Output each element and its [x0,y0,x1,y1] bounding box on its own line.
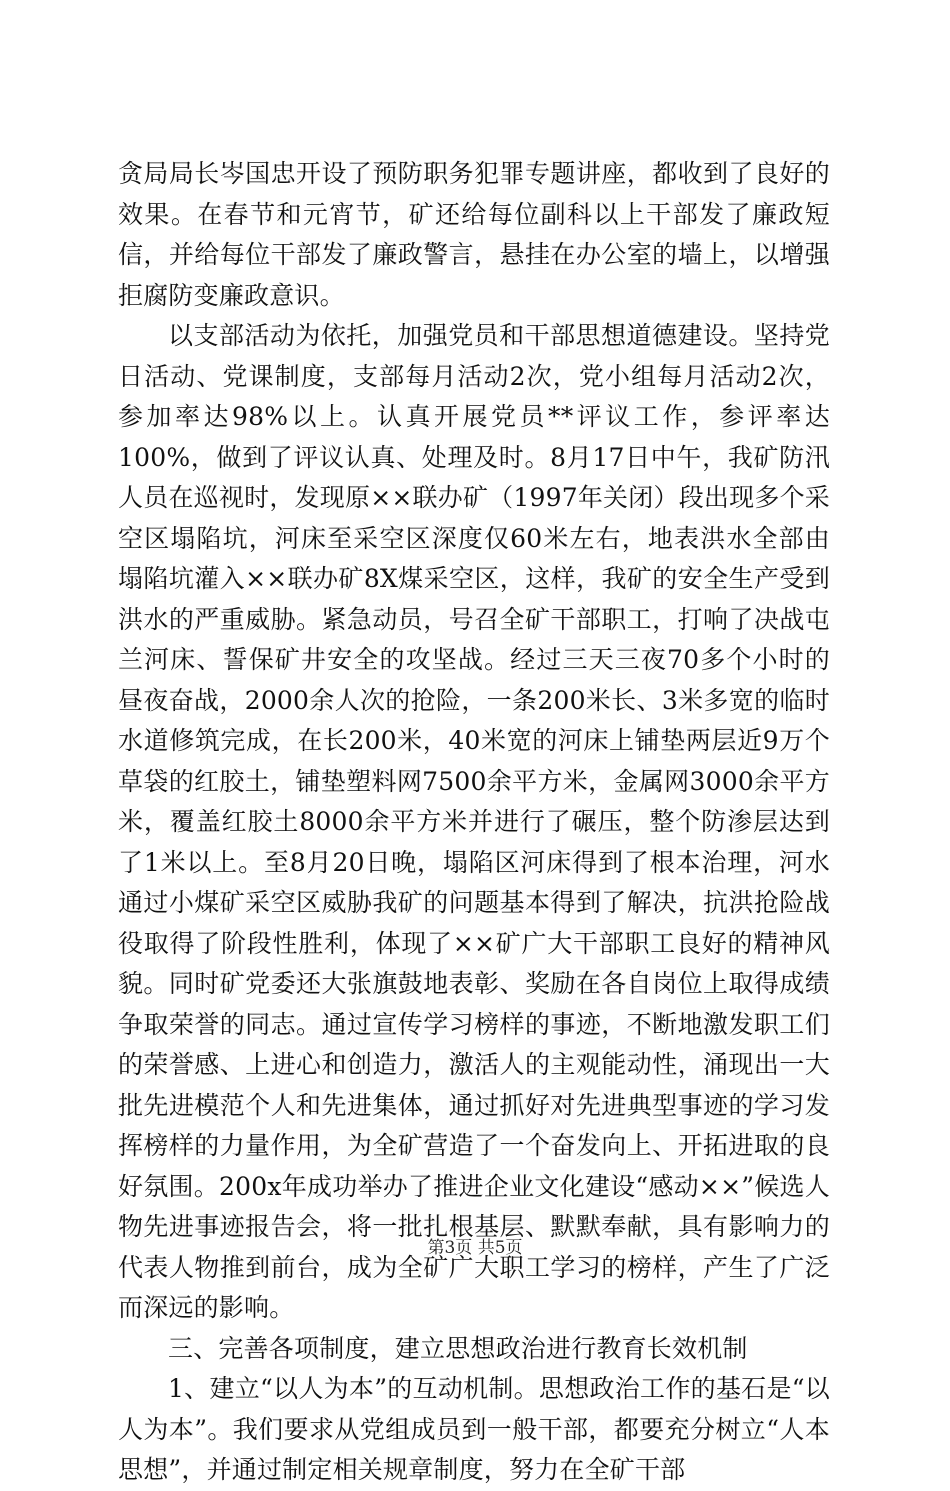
page-footer: 第3页 共5页 [427,1238,523,1258]
paragraph-continuation: 贪局局长岑国忠开设了预防职务犯罪专题讲座，都收到了良好的效果。在春节和元宵节，矿还给每位副科以上干部发了廉政短信，并给每位干部发了廉政警言，悬挂在办公室的墙上，以增强拒腐防变廉政意识。 [118,159,830,310]
paragraph-people-oriented: 1、建立“以人为本”的互动机制。思想政治工作的基石是“以人为本”。我们要求从党组成员到一般干部，都要充分树立“人本思想”，并通过制定相关规章制度，努力在全矿干部 [118,1374,830,1484]
document-body [118,154,830,1491]
section-heading: 三、完善各项制度，建立思想政治进行教育长效机制 [168,1333,748,1363]
paragraph-party-activities: 以支部活动为依托，加强党员和干部思想道德建设。坚持党日活动、党课制度，支部每月活动2次，党小组每月活动2次，参加率达98%以上。认真开展党员**评议工作，参评率达100%，做到了评议认真、处理及时。8月17日中午，我矿防汛人员在巡视时，发现原××联办矿（1997年关闭）段出现多个采空区塌陷坑，河床至采空区深度仅60米左右，地表洪水全部由塌陷坑灌入××联办矿8X煤采空区，这样，我矿的安全生产受到洪水的严重威胁。紧急动员，号召全矿干部职工，打响了决战屯兰河床、誓保矿井安全的攻坚战。经过三天三夜70多个小时的昼夜奋战，2000余人次的抢险，一条200米长、3米多宽的临时水道修筑完成，在长200米，40米宽的河床上铺垫两层近9万个草袋的红胶土，铺垫塑料网7500余平方米，金属网3000余平方米，覆盖红胶土8000余平方米并进行了碾压，整个防渗层达到了1米以上。至8月20日晚，塌陷区河床得到了根本治理，河水通过小煤矿采空区威胁我矿的问题基本得到了解决，抗洪抢险战役取得了阶段性胜利，体现了××矿广大干部职工良好的精神风貌。同时矿党委还大张旗鼓地表彰、奖励在各自岗位上取得成绩争取荣誉的同志。通过宣传学习榜样的事迹，不断地激发职工们的荣誉感、上进心和创造力，激活人的主观能动性，涌现出一大批先进模范个人和先进集体，通过抓好对先进典型事迹的学习发挥榜样的力量作用，为全矿营造了一个奋发向上、开拓进取的良好氛围。200x年成功举办了推进企业文化建设“感动××”候选人物先进事迹报告会，将一批扎根基层、默默奉献，具有影响力的代表人物推到前台，成为全矿广大职工学习的榜样，产生了广泛而深远的影响。 [118,321,830,1322]
